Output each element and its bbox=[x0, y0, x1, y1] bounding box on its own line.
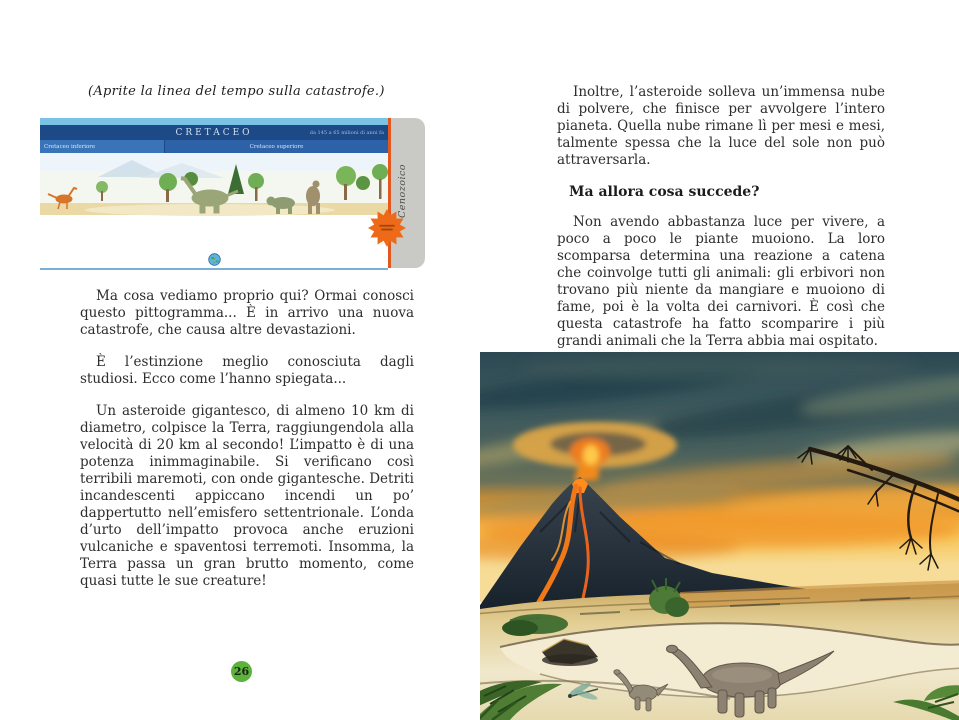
timeline-age-label: da 145 a 65 milioni di anni fa bbox=[309, 130, 384, 136]
timeline-illustration bbox=[40, 153, 388, 251]
handwritten-caption: (Aprite la linea del tempo sulla catastrofe.) bbox=[88, 84, 385, 99]
timeline-figure bbox=[40, 118, 388, 268]
section-question-heading: Ma allora cosa succede? bbox=[569, 184, 760, 200]
volcano-illustration bbox=[480, 352, 959, 720]
timeline-subperiod-band bbox=[40, 140, 388, 153]
right-page-text bbox=[557, 84, 885, 365]
catastrophe-starburst-icon bbox=[368, 209, 406, 247]
paragraph: È l’estinzione meglio conosciuta dagli studiosi. Ecco come l’hanno spiegata... bbox=[80, 354, 414, 387]
timeline-scene-svg bbox=[40, 153, 388, 251]
paragraph: Inoltre, l’asteroide solleva un’immensa nube di polvere, che finisce per avvolgere l’intero pianeta. Quella nube rimane lì per mesi e mesi, talmente spessa che la luce del sole non può attraversarla. bbox=[557, 84, 885, 168]
globe-icon bbox=[208, 253, 221, 266]
timeline-period-band bbox=[40, 125, 388, 140]
cenozoico-tab-label: Cenozoico bbox=[397, 163, 408, 219]
paragraph: Un asteroide gigantesco, di almeno 10 km di diametro, colpisce la Terra, raggiungendola alla velocità di 20 km al secondo! L’impatto è di una potenza inimmaginabile. Si verificano così terribili maremoti, con onde gigantesche. Detriti incandescenti appiccano incendi un po’ dappertutto nell’emisfero settentrionale. L’onda d’urto dell’impatto provoca anche eruzioni vulcaniche e spaventosi terremoti. Insomma, la Terra passa un gran brutto momento, come quasi tutte le sue creature! bbox=[80, 403, 414, 589]
timeline-subperiod-right: Cretaceo superiore bbox=[165, 140, 388, 153]
timeline-sky-strip bbox=[40, 118, 388, 125]
left-page-text bbox=[80, 288, 414, 605]
timeline-footer-strip bbox=[40, 251, 388, 270]
timeline-subperiod-left: Cretaceo inferiore bbox=[40, 140, 165, 153]
paragraph: Ma cosa vediamo proprio qui? Ormai conosci questo pittogramma... È in arrivo una nuova catastrofe, che causa altre devastazioni. bbox=[80, 288, 414, 338]
timeline-period-label: CRETACEO bbox=[175, 127, 253, 138]
page-number-badge: 26 bbox=[231, 661, 252, 682]
paragraph: Non avendo abbastanza luce per vivere, a poco a poco le piante muoiono. La loro scomparsa determina una reazione a catena che coinvolge tutti gli animali: gli erbivori non trovano più niente da mangiare e muoiono di fame, poi è la volta dei carnivori. È così che questa catastrofe ha fatto scomparire i più grandi animali che la Terra abbia mai ospitato. bbox=[557, 214, 885, 349]
